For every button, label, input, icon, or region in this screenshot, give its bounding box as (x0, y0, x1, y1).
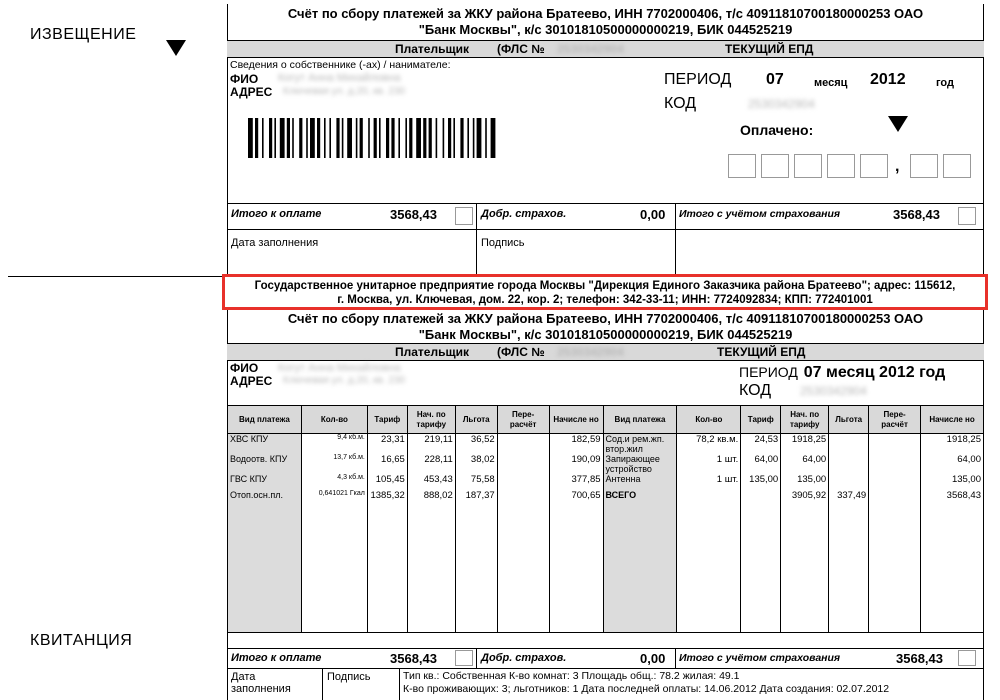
with-insurance-label: Итого с учётом страхования (679, 208, 841, 220)
total-checkbox[interactable] (455, 207, 473, 225)
table-cell-total2: 64,00 (921, 454, 984, 474)
table-cell-recalc2 (869, 434, 921, 455)
table-cell-name2: Сод.и рем.жп. втор.жил (603, 434, 677, 455)
table-header-cell: Кол-во (677, 406, 741, 434)
table-cell-tariff2 (741, 490, 781, 506)
table-empty-cell (549, 506, 603, 633)
table-cell-accr2: 135,00 (781, 474, 829, 490)
owner-label: Сведения о собственнике (-ах) / нанимателе: (230, 59, 451, 71)
fls-label: (ФЛС № (497, 345, 545, 359)
table-cell-benefit2 (829, 434, 869, 455)
payer-label: Плательщик (395, 345, 469, 359)
table-empty-cell (497, 506, 549, 633)
table-cell-name2: Антенна (603, 474, 677, 490)
table-cell-accr: 219,11 (407, 434, 455, 455)
table-empty-cell (869, 506, 921, 633)
table-cell-qty: 9,4 кб.м. (301, 434, 367, 455)
barcode-bar (310, 118, 315, 158)
barcode-bar (292, 118, 294, 158)
barcode-bar (360, 118, 363, 158)
table-filler-row (228, 506, 984, 633)
barcode-bar (485, 118, 487, 158)
table-cell-recalc (497, 454, 549, 474)
table-cell-tariff2: 24,53 (741, 434, 781, 455)
table-header-cell: Вид платежа (603, 406, 677, 434)
receipt-label: КВИТАНЦИЯ (30, 632, 133, 649)
period-value: 07 месяц 2012 год (803, 364, 946, 381)
table-cell-benefit2 (829, 474, 869, 490)
code-label: КОД (739, 382, 772, 399)
barcode-bar (405, 118, 407, 158)
table-cell-tariff2: 135,00 (741, 474, 781, 490)
table-cell-qty: 13,7 кб.м. (301, 454, 367, 474)
table-empty-cell (228, 506, 302, 633)
barcode-bar (287, 118, 290, 158)
table-cell-total: 377,85 (549, 474, 603, 490)
table-empty-cell (455, 506, 497, 633)
triangle-down-icon (888, 116, 908, 132)
payer-label: Плательщик (395, 42, 469, 56)
table-cell-qty2: 1 шт. (677, 454, 741, 474)
insurance-label: Добр. страхов. (481, 652, 567, 664)
paid-digit-box[interactable] (827, 154, 855, 178)
table-cell-tariff2: 64,00 (741, 454, 781, 474)
with-insurance-value: 3568,43 (893, 207, 940, 222)
table-cell-name: Водоотв. КПУ (228, 454, 302, 474)
code-value: 2530342904 (748, 97, 815, 111)
table-header-cell: Нач. по тарифу (781, 406, 829, 434)
insurance-value: 0,00 (640, 651, 666, 666)
bank-header-2 (228, 311, 983, 343)
barcode-bar (269, 118, 272, 158)
address-value: Ключевая ул. д.20, кв. 230 (283, 86, 406, 97)
barcode-bar (443, 118, 445, 158)
barcode-bar (248, 118, 253, 158)
table-cell-recalc (497, 490, 549, 506)
table-empty-cell (367, 506, 407, 633)
barcode-bar (409, 118, 412, 158)
barcode-bar (306, 118, 308, 158)
paid-label: Оплачено: (740, 122, 814, 138)
barcode-bar (329, 118, 331, 158)
table-empty-cell (407, 506, 455, 633)
barcode-bar (317, 118, 320, 158)
bank-header-line2: "Банк Москвы", к/с 30101810500000000219, БИК 044525219 (418, 327, 793, 342)
table-header-cell: Пере-расчёт (869, 406, 921, 434)
bank-header-1 (228, 6, 983, 38)
table-cell-benefit2: 337,49 (829, 490, 869, 506)
payer-bar-2 (227, 343, 984, 361)
table-row (228, 474, 984, 490)
barcode-bar (416, 118, 421, 158)
barcode-bar (342, 118, 344, 158)
barcode-bar (429, 118, 432, 158)
organization-line2: г. Москва, ул. Ключевая, дом. 22, кор. 2; телефон: 342-33-11; ИНН: 7724092834; КПП: 772401001 (337, 294, 873, 306)
barcode-bar (391, 118, 394, 158)
table-cell-recalc2 (869, 474, 921, 490)
table-cell-tariff: 105,45 (367, 474, 407, 490)
table-cell-name2: Запирающее устройство (603, 454, 677, 474)
insurance-label: Добр. страхов. (481, 208, 567, 220)
fio-label: ФИО (230, 72, 259, 86)
signature-label: Подпись (327, 671, 371, 683)
apartment-info (403, 670, 889, 696)
paid-cents-box[interactable] (943, 154, 971, 178)
table-header-cell: Начисле но (921, 406, 984, 434)
table-cell-total: 700,65 (549, 490, 603, 506)
table-row (228, 490, 984, 506)
table-header-cell: Пере-расчёт (497, 406, 549, 434)
barcode-bar (280, 118, 285, 158)
organization-info-highlight (222, 274, 988, 310)
table-cell-recalc (497, 474, 549, 490)
fill-date-label: Дата заполнения (231, 671, 291, 695)
signature-label: Подпись (481, 237, 525, 249)
barcode-bar (347, 118, 352, 158)
table-cell-benefit: 75,58 (455, 474, 497, 490)
barcode-bar (379, 118, 381, 158)
table-cell-benefit: 36,52 (455, 434, 497, 455)
period-month-word: месяц (814, 77, 848, 89)
epd-label: ТЕКУЩИЙ ЕПД (725, 42, 814, 56)
fio-value: Когут Анна Михайловна (278, 362, 401, 374)
table-cell-qty2 (677, 490, 741, 506)
table-empty-cell (603, 506, 677, 633)
table-cell-accr: 888,02 (407, 490, 455, 506)
with-insurance-checkbox[interactable] (958, 650, 976, 666)
fill-date-label: Дата заполнения (231, 237, 319, 249)
fls-label: (ФЛС № (497, 42, 545, 56)
table-cell-accr2: 1918,25 (781, 434, 829, 455)
table-cell-recalc2 (869, 490, 921, 506)
table-header-cell: Кол-во (301, 406, 367, 434)
table-empty-cell (781, 506, 829, 633)
table-cell-name2: ВСЕГО (603, 490, 677, 506)
table-cell-total2: 3568,43 (921, 490, 984, 506)
table-header-cell: Льгота (829, 406, 869, 434)
triangle-down-icon (166, 40, 186, 56)
address-label: АДРЕС (230, 374, 273, 388)
table-cell-total: 190,09 (549, 454, 603, 474)
paid-cents-box[interactable] (910, 154, 938, 178)
period-year: 2012 (870, 71, 906, 88)
total-value: 3568,43 (390, 651, 437, 666)
table-cell-accr: 453,43 (407, 474, 455, 490)
table-cell-name: ГВС КПУ (228, 474, 302, 490)
decimal-comma: , (895, 158, 900, 175)
table-cell-tariff: 1385,32 (367, 490, 407, 506)
table-cell-benefit: 38,02 (455, 454, 497, 474)
barcode-bar (460, 118, 463, 158)
code-label: КОД (664, 95, 697, 112)
apartment-info-line1: Тип кв.: Собственная К-во комнат: 3 Площадь общ.: 78.2 жилая: 49.1 (403, 670, 740, 682)
table-empty-cell (741, 506, 781, 633)
barcode-bar (274, 118, 276, 158)
barcode-bar (423, 118, 426, 158)
table-row (228, 454, 984, 474)
period2-block (739, 364, 945, 382)
table-cell-name: ХВС КПУ (228, 434, 302, 455)
barcode-bar (448, 118, 451, 158)
paid-digit-box[interactable] (794, 154, 822, 178)
epd-label: ТЕКУЩИЙ ЕПД (717, 345, 806, 359)
barcode-bar (336, 118, 339, 158)
barcode-bar (491, 118, 496, 158)
fio-value: Когут Анна Михайловна (278, 72, 401, 84)
bank-header-line1: Счёт по сбору платежей за ЖКУ района Братеево, ИНН 7702000406, т/с 40911810700180000253 ОАО (287, 6, 924, 21)
fls-value: 2530342904 (557, 345, 624, 359)
table-empty-cell (301, 506, 367, 633)
table-cell-recalc (497, 434, 549, 455)
paid-digit-box[interactable] (728, 154, 756, 178)
table-cell-qty2: 1 шт. (677, 474, 741, 490)
period-year-word: год (936, 77, 954, 89)
table-cell-tariff: 23,31 (367, 434, 407, 455)
table-empty-cell (921, 506, 984, 633)
barcode-bar (368, 118, 370, 158)
total-label: Итого к оплате (231, 652, 322, 664)
barcode-bar (453, 118, 455, 158)
table-header-cell: Вид платежа (228, 406, 302, 434)
with-insurance-value: 3568,43 (896, 651, 943, 666)
with-insurance-label: Итого с учётом страхования (679, 652, 841, 664)
table-cell-qty: 4,3 кб.м. (301, 474, 367, 490)
total-label: Итого к оплате (231, 208, 322, 220)
table-cell-tariff: 16,65 (367, 454, 407, 474)
barcode-bar (477, 118, 482, 158)
table-cell-accr2: 3905,92 (781, 490, 829, 506)
charges-table (227, 405, 984, 633)
with-insurance-checkbox[interactable] (958, 207, 976, 225)
table-cell-total: 182,59 (549, 434, 603, 455)
table-cell-accr: 228,11 (407, 454, 455, 474)
table-cell-benefit: 187,37 (455, 490, 497, 506)
barcode-bar (255, 118, 258, 158)
barcode-bar (436, 118, 438, 158)
barcode-bar (398, 118, 400, 158)
address-label: АДРЕС (230, 85, 273, 99)
bank-header-line2: "Банк Москвы", к/с 30101810500000000219, БИК 044525219 (418, 22, 793, 37)
table-header-cell: Нач. по тарифу (407, 406, 455, 434)
table-cell-benefit2 (829, 454, 869, 474)
table-empty-cell (829, 506, 869, 633)
table-row (228, 434, 984, 455)
table-cell-accr2: 64,00 (781, 454, 829, 474)
total-checkbox[interactable] (455, 650, 473, 666)
barcode-bar (374, 118, 377, 158)
code-value: 2530342904 (800, 384, 867, 398)
table-empty-cell (677, 506, 741, 633)
period-label: ПЕРИОД (664, 71, 732, 88)
table-header-cell: Начисле но (549, 406, 603, 434)
organization-line1: Государственное унитарное предприятие города Москвы "Дирекция Единого Заказчика района Братеево"; адрес: 115612, (254, 280, 956, 292)
table-header-cell: Льгота (455, 406, 497, 434)
barcode-bar (324, 118, 326, 158)
apartment-info-line2: К-во проживающих: 3; льготников: 1 Дата последней оплаты: 14.06.2012 Дата создания: 02.07.2012 (403, 683, 890, 695)
barcode-bar (473, 118, 475, 158)
notice-label: ИЗВЕЩЕНИЕ (30, 26, 137, 43)
table-cell-recalc2 (869, 454, 921, 474)
total-value: 3568,43 (390, 207, 437, 222)
barcode-bar (299, 118, 302, 158)
barcode-bar (356, 118, 358, 158)
barcode-bar (467, 118, 469, 158)
table-header-cell: Тариф (741, 406, 781, 434)
barcode-bar (262, 118, 264, 158)
table-cell-qty2: 78,2 кв.м. (677, 434, 741, 455)
table-header-cell: Тариф (367, 406, 407, 434)
table-cell-total2: 1918,25 (921, 434, 984, 455)
address-value: Ключевая ул. д.20, кв. 230 (283, 375, 406, 386)
bank-header-line1: Счёт по сбору платежей за ЖКУ района Братеево, ИНН 7702000406, т/с 40911810700180000253 ОАО (287, 311, 924, 326)
period-label: ПЕРИОД (739, 364, 798, 380)
tear-line (8, 276, 228, 277)
table-cell-name: Отоп.осн.пл. (228, 490, 302, 506)
fls-value: 2530342904 (557, 42, 624, 56)
insurance-value: 0,00 (640, 207, 666, 222)
fio-label: ФИО (230, 361, 259, 375)
period-month: 07 (766, 71, 784, 88)
barcode-bar (386, 118, 389, 158)
table-cell-total2: 135,00 (921, 474, 984, 490)
payer-bar (227, 40, 984, 58)
barcode (248, 118, 668, 158)
table-cell-qty: 0,641021 Гкал (301, 490, 367, 506)
paid-digit-box[interactable] (860, 154, 888, 178)
paid-digit-box[interactable] (761, 154, 789, 178)
